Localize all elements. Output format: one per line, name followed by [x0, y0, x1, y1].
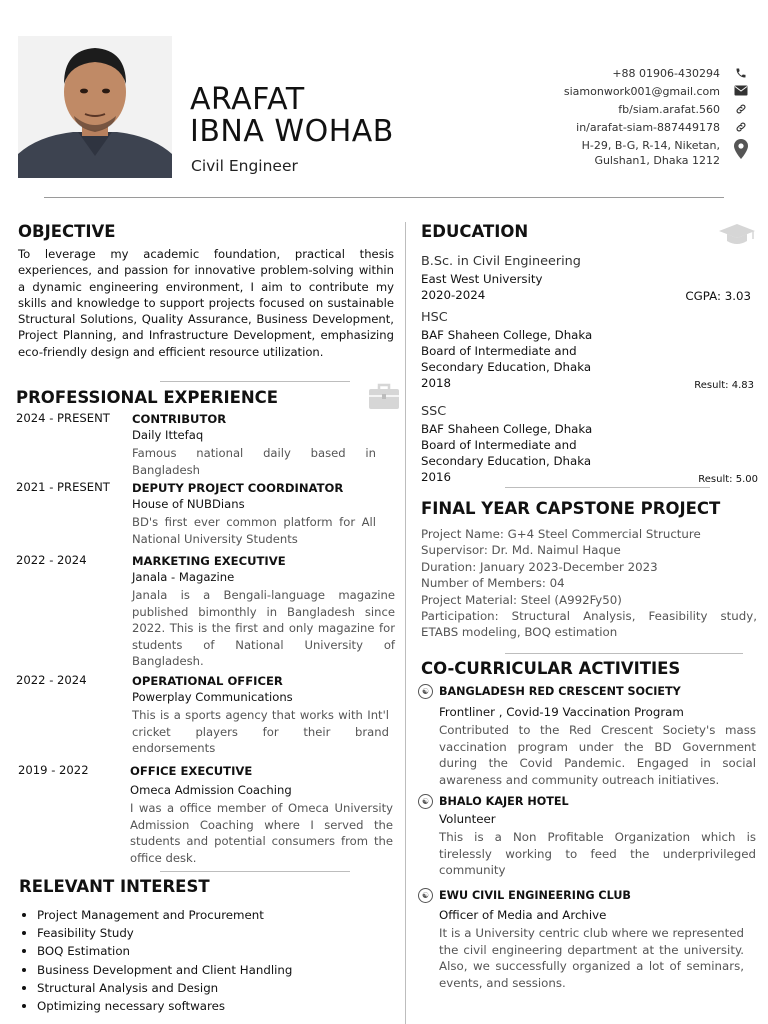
column-divider [405, 222, 406, 1024]
education-institution: East West University [421, 272, 543, 286]
name-last: IBNA WOHAB [190, 114, 394, 149]
capstone-heading: FINAL YEAR CAPSTONE PROJECT [421, 499, 721, 518]
experience-heading: PROFESSIONAL EXPERIENCE [16, 388, 279, 407]
education-year: 2020-2024 [421, 288, 486, 302]
contact-address [450, 138, 750, 168]
experience-title: CONTRIBUTOR [132, 412, 227, 426]
contact-phone[interactable]: +88 01906-430294 [450, 66, 750, 81]
education-heading: EDUCATION [421, 222, 529, 241]
experience-title: DEPUTY PROJECT COORDINATOR [132, 481, 344, 495]
experience-org: Powerplay Communications [132, 690, 293, 704]
experience-org: Daily Ittefaq [132, 428, 204, 442]
interest-heading: RELEVANT INTEREST [19, 877, 210, 896]
activity-item [418, 794, 758, 879]
full-name [190, 84, 394, 148]
activity-item [418, 684, 758, 788]
education-degree: HSC [421, 310, 448, 325]
activity-desc: Contributed to the Red Crescent Society's mass vaccination program under the BD Government during the Covid Pandemic. Engaged in social awareness and community outreach initiatives. [439, 723, 756, 787]
contact-linkedin[interactable]: in/arafat-siam-887449178 [450, 120, 750, 135]
education-institution: BAF Shaheen College, Dhaka [421, 328, 593, 342]
interest-list [20, 906, 292, 1015]
experience-org: House of NUBDians [132, 497, 245, 511]
capstone-divider [505, 653, 743, 654]
activity-title: EWU CIVIL ENGINEERING CLUB [439, 889, 631, 902]
education-board: Secondary Education, Dhaka [421, 454, 592, 468]
education-year: 2016 [421, 470, 452, 484]
experience-desc: Janala is a Bengali-language magazine published bimonthly in Bangladesh since 2022. This is the first and only magazine for students of National University of Bangladesh. [132, 588, 395, 669]
education-degree: B.Sc. in Civil Engineering [421, 254, 581, 269]
activity-desc: It is a University centric club where we represented the civil engineering department at the university. Also, we successfully organized a lot of seminars, events, and sessions. [439, 926, 744, 990]
capstone-details [421, 526, 757, 641]
objective-divider [160, 381, 350, 382]
name-first: ARAFAT [190, 82, 305, 117]
capstone-line: Participation: Structural Analysis, Feasibility study, ETABS modeling, BOQ estimation [421, 609, 757, 640]
contact-info [450, 66, 750, 171]
address-line-2: Gulshan1, Dhaka 1212 [594, 154, 720, 167]
activity-desc: This is a Non Profitable Organization which is tirelessly working to feed the underprivileged community [439, 830, 756, 878]
phone-icon [732, 66, 750, 79]
education-board: Secondary Education, Dhaka [421, 360, 592, 374]
list-item: Project Management and Procurement [20, 906, 292, 924]
experience-date: 2022 - 2024 [16, 553, 87, 567]
experience-desc: I was a office member of Omeca University Admission Coaching where I served the students and potential consumers from the office desk. [130, 801, 393, 865]
education-year: 2018 [421, 376, 452, 390]
list-item: BOQ Estimation [20, 942, 292, 960]
experience-org: Janala - Magazine [132, 570, 235, 584]
activity-role: Frontliner , Covid-19 Vaccination Program [439, 705, 684, 719]
objective-heading: OBJECTIVE [18, 222, 116, 241]
activity-role: Volunteer [439, 812, 496, 826]
education-board: Board of Intermediate and [421, 344, 577, 358]
badge-icon: ☯ [418, 684, 433, 699]
experience-desc: This is a sports agency that works with Int'l cricket players for their brand endorsements [132, 708, 389, 756]
link-icon [732, 120, 750, 133]
profile-photo [18, 36, 172, 178]
experience-date: 2019 - 2022 [18, 763, 89, 777]
objective-text: To leverage my academic foundation, practical thesis experiences, and passion for innovative problem-solving within a dynamic engineering environment, I aim to contribute my skills and knowledge to support projects focused on sustainable Structural Solutions, Quality Assurance, Business Development, Project Planning, and Infrastructure Development, emphasizing eco-friendly design and efficient resource utilization. [18, 247, 394, 359]
briefcase-icon [368, 382, 400, 414]
experience-date: 2022 - 2024 [16, 673, 87, 687]
badge-icon: ☯ [418, 888, 433, 903]
experience-date: 2021 - PRESENT [16, 480, 110, 494]
location-pin-icon [732, 138, 750, 159]
list-item: Optimizing necessary softwares [20, 997, 292, 1015]
experience-desc: BD's first ever common platform for All National University Students [132, 515, 376, 546]
experience-org: Omeca Admission Coaching [130, 783, 292, 797]
list-item: Business Development and Client Handling [20, 961, 292, 979]
experience-title: OPERATIONAL OFFICER [132, 674, 283, 688]
education-degree: SSC [421, 404, 447, 419]
mail-icon [732, 84, 750, 96]
education-divider [505, 487, 710, 488]
activity-item [418, 888, 758, 991]
education-score: Result: 5.00 [698, 474, 758, 485]
capstone-line: Number of Members: 04 [421, 576, 565, 591]
education-board: Board of Intermediate and [421, 438, 577, 452]
experience-desc: Famous national daily based in Bangladesh [132, 446, 376, 477]
graduation-cap-icon [718, 222, 756, 252]
capstone-line: Supervisor: Dr. Md. Naimul Haque [421, 543, 621, 558]
job-title: Civil Engineer [191, 157, 298, 175]
education-institution: BAF Shaheen College, Dhaka [421, 422, 593, 436]
activity-title: BHALO KAJER HOTEL [439, 795, 569, 808]
education-score: Result: 4.83 [694, 380, 754, 391]
experience-title: MARKETING EXECUTIVE [132, 554, 286, 568]
education-item [421, 403, 758, 485]
list-item: Feasibility Study [20, 924, 292, 942]
badge-icon: ☯ [418, 794, 433, 809]
activity-title: BANGLADESH RED CRESCENT SOCIETY [439, 685, 681, 698]
experience-divider [160, 871, 350, 872]
experience-date: 2024 - PRESENT [16, 411, 110, 425]
capstone-line: Project Name: G+4 Steel Commercial Structure [421, 527, 701, 541]
education-item [421, 253, 755, 303]
header-divider [44, 197, 724, 198]
address-line-1: H-29, B-G, R-14, Niketan, [581, 139, 720, 152]
education-score: CGPA: 3.03 [685, 289, 751, 303]
experience-title: OFFICE EXECUTIVE [130, 764, 253, 778]
capstone-line: Project Material: Steel (A992Fy50) [421, 592, 622, 607]
list-item: Structural Analysis and Design [20, 979, 292, 997]
education-item [421, 309, 755, 391]
contact-facebook[interactable]: fb/siam.arafat.560 [450, 102, 750, 117]
contact-email[interactable]: siamonwork001@gmail.com [450, 84, 750, 99]
capstone-line: Duration: January 2023-December 2023 [421, 559, 658, 574]
link-icon [732, 102, 750, 115]
activity-role: Officer of Media and Archive [439, 908, 607, 922]
activities-heading: CO-CURRICULAR ACTIVITIES [421, 659, 681, 678]
